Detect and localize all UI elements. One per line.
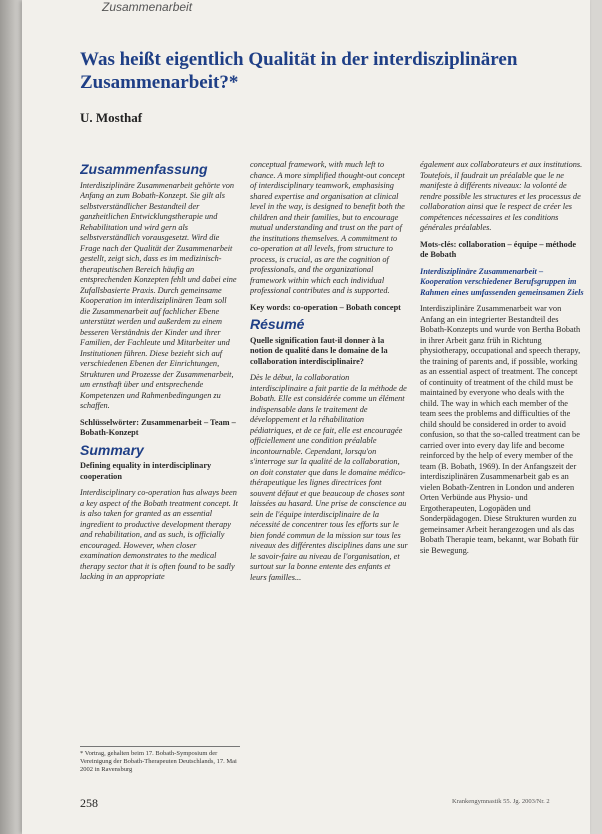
resume-body: Dès le début, la collaboration interdisciplinaire a fait partie de la méthode de Bobath. Elle est considérée comme un élément indispensable dans le traitement de développement et la réhabilitation pédiatriques, et de ce fait, elle est encouragée officiellement une condition préalable incontournable. Cependant, lorsqu'on s'interroge sur la qualité de la collaboration, on doit constater que dans le domaine médico-thérapeutique les lignes directrices font souvent défaut et que beaucoup de choses sont laissées au hasard. Une prise de conscience au sein de l'équipe interdisciplinaire de la nécessité de concentrer tous les efforts sur le bien fondé commun de la mission sur tous les niveaux des différentes disciplines dans une sur le savoir-faire au niveau de l'organisation, et surtout sur la bonne entente des enfants et leurs familles... (250, 373, 408, 582)
column-3 (420, 160, 584, 780)
footnote: * Vortrag, gehalten beim 17. Bobath-Symposium der Vereinigung der Bobath-Therapeuten Deutschlands, 17. Mai 2002 in Ravensburg (80, 746, 240, 774)
zusammenfassung-heading: Zusammenfassung (80, 161, 208, 177)
mots-cles: Mots-clés: collaboration – équipe – méthode de Bobath (420, 239, 577, 259)
column-2 (250, 160, 408, 748)
section-subheading: Interdisziplinäre Zusammenarbeit – Kooperation verschiedener Berufsgruppen im Rahmen eines umfassenden gemeinsamen Ziels (420, 266, 584, 297)
key-words: Key words: co-operation – Bobath concept (250, 302, 401, 312)
summary-continued: conceptual framework, with much left to chance. A more simplified thought-out concept of interdisciplinary teamwork, emphasising shared expertise and organisation at clinical level in the way, is designed to benefit both the children and their families, but to encourage mutual understanding and trust on the part of the institutions themselves. A commitment to co-operation at all levels, from structure to process, is crucial, as are the cognition of professionals, and the organizational framework within which each individual professional contributes and is supported. (250, 160, 405, 295)
summary-heading: Summary (80, 441, 144, 458)
resume-heading: Résumé (250, 316, 305, 332)
page-number: 258 (80, 796, 98, 810)
article-author: U. Mosthaf (80, 110, 143, 125)
book-spine-shadow (0, 0, 22, 834)
main-body-text: Interdisziplinäre Zusammenarbeit war von Anfang an ein integrierter Bestandteil des Bobath-Konzepts und wurde von Bertha Bobath in ihrer Arbeit ganz früh in Richtung physiotherapy, occupational and speech therapy, the training of parents and, if possible, working as an essential aspect of treatment. The concept of continuity of treatment of the child must be maintained by everyone who deals with the child. The way in which each member of the team sees the problems and difficulties of the child should be considered in order to avoid confusion, so that the so-called treatment can be carried over into every day life and become reinforced by the help of every member of the team (B. Bobath, 1969). In der Anfangszeit der interdisziplinären Zusammenarbeit gab es an vielen Bobath-Zentren in London und anderen Orten Verbünde aus Physio- und Ergotherapeuten, Logopäden und Sonderpädagogen. Diese Strukturen wurden zu gemeinsamer Arbeit herangezogen und als das Bobath Therapie team, bekannt, war Bobath für sie Bewegung. (420, 304, 581, 555)
summary-subtitle: Defining equality in interdisciplinary cooperation (80, 461, 212, 481)
resume-continued: également aux collaborateurs et aux institutions. Toutefois, il faudrait un préalable que le ne manifeste à différents niveaux: la volonté de rendre possible les structures et les processus de collaboration ainsi que le respect de créer les compétences nécessaires et les conditions générales préalables. (420, 160, 583, 232)
article-title: Was heißt eigentlich Qualität in der interdisziplinären Zusammenarbeit?* (80, 49, 518, 93)
resume-subtitle: Quelle signification faut-il donner à la notion de qualité dans le domaine de la collaboration interdisciplinaire? (250, 335, 388, 366)
running-head: Zusammenarbeit (102, 0, 193, 14)
column-1 (80, 160, 238, 752)
schluesselwoerter: Schlüsselwörter: Zusammenarbeit – Team – Bobath-Konzept (80, 417, 236, 437)
zusammenfassung-body: Interdisziplinäre Zusammenarbeit gehörte von Anfang an zum Bobath-Konzept. Sie gilt als selbstverständlicher Bestandteil der ganzheitlichen Entwicklungstherapie und Rehabilitation und wird gern als selbstverständlich vorausgesetzt. Wird die Frage nach der Qualität der Zusammenarbeit gestellt, zeigt sich, dass es im medizinisch-therapeutischen Bereich häufig an entsprechenden Konzepten fehlt und dabei eine Zufallsbasierte Praxis. Durch gemeinsame Kooperation im interdisziplinären Team soll die Zusammenarbeit auf fachlicher Ebene unterstützt werden und außerdem zu einem besseren Verständnis der Kinder und ihrer Familien, der Fachleute und Mitarbeiter und Institutionen führen. Diese bezieht sich auf verschiedenen Ebenen der Einrichtungen, Strukturen und Prozesse der Zusammenarbeit, um ernsthaft über und entsprechende Kompetenzen und Rahmenbedingungen zu schaffen. (80, 180, 237, 410)
journal-citation: Krankengymnastik 55. Jg. 2003/Nr. 2 (452, 798, 550, 805)
summary-body: Interdisciplinary co-operation has always been a key aspect of the Bobath treatment concept. It is also taken for granted as an essential ingredient to productive development therapy and rehabilitation, and as such, is officially encouraged. However, when closer examination demonstrates to the medical therapy sector that it is often found to be sadly lacking in an appropriate (80, 488, 238, 581)
journal-page (22, 0, 590, 834)
